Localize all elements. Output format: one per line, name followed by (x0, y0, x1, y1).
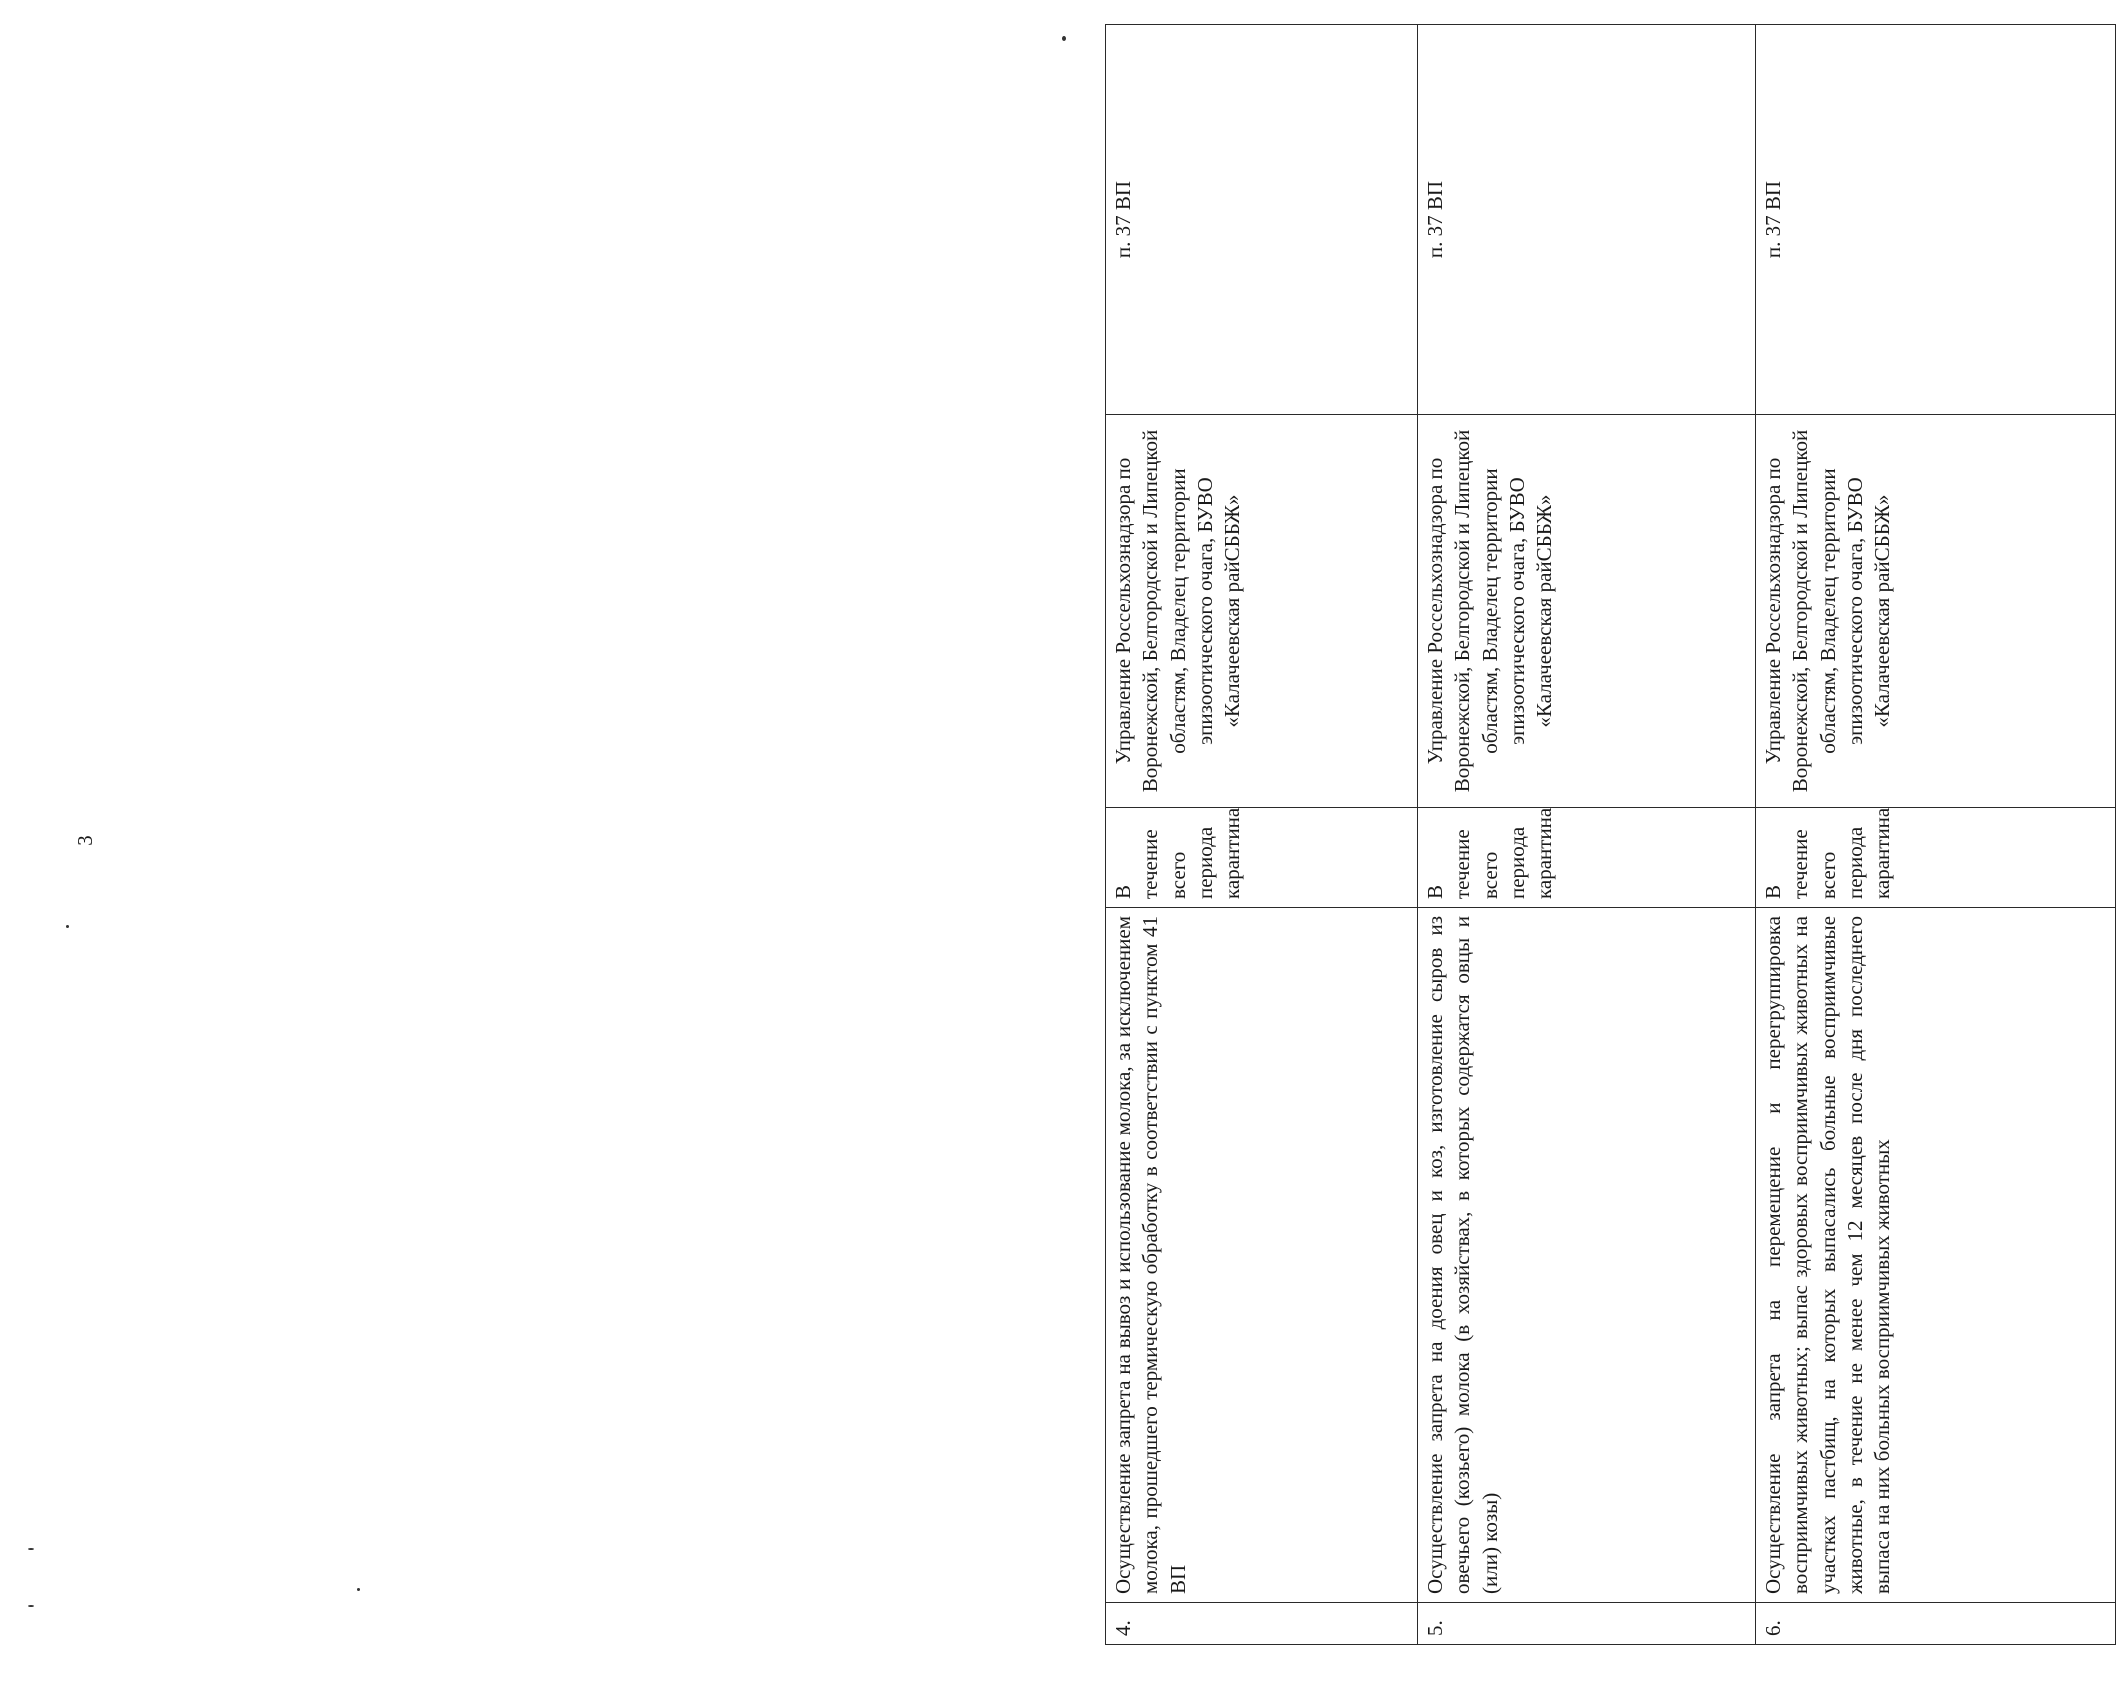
scan-speck (1062, 36, 1066, 41)
scan-speck (357, 1588, 360, 1591)
row-number: 6. (1756, 1603, 2116, 1645)
table-row (1106, 25, 1418, 1645)
measures-table (1105, 24, 2116, 1645)
scan-speck (28, 1605, 34, 1607)
row-number: 4. (1106, 1603, 1418, 1645)
rotated-table-wrapper (1105, 25, 2115, 1645)
term-text: В течение всего периода карантина (1418, 808, 1756, 908)
page-number: 3 (72, 835, 97, 846)
responsible-text: Управление Россельхознадзора по Воронежской, Белгородской и Липецкой областям, Владелец территории эпизоотического очага, БУВО «Калачеевская райСББЖ» (1106, 415, 1418, 808)
scan-speck (28, 1548, 34, 1550)
basis-text: п. 37 ВП (1756, 25, 2116, 415)
term-text: В течение всего периода карантина (1756, 808, 2116, 908)
responsible-text: Управление Россельхознадзора по Воронежской, Белгородской и Липецкой областям, Владелец территории эпизоотического очага, БУВО «Калачеевская райСББЖ» (1756, 415, 2116, 808)
scan-speck (66, 925, 69, 928)
basis-text: п. 37 ВП (1106, 25, 1418, 415)
basis-text: п. 37 ВП (1418, 25, 1756, 415)
row-number: 5. (1418, 1603, 1756, 1645)
measure-text: Осуществление запрета на доения овец и коз, изготовление сыров из овечьего (козьего) молока (в хозяйствах, в которых содержатся овцы и (или) козы) (1418, 908, 1756, 1603)
table-row (1756, 25, 2116, 1645)
term-text: В течение всего периода карантина (1106, 808, 1418, 908)
responsible-text: Управление Россельхознадзора по Воронежской, Белгородской и Липецкой областям, Владелец территории эпизоотического очага, БУВО «Калачеевская райСББЖ» (1418, 415, 1756, 808)
measure-text: Осуществление запрета на вывоз и использование молока, за исключением молока, прошедшего термическую обработку в соответствии с пунктом 41 ВП (1106, 908, 1418, 1603)
table-row (1418, 25, 1756, 1645)
measure-text: Осуществление запрета на перемещение и перегруппировка восприимчивых животных; выпас здоровых восприимчивых животных на участках пастбищ, на которых выпасались больные восприимчивые животные, в течение не менее чем 12 месяцев после дня последнего выпаса на них больных восприимчивых животных (1756, 908, 2116, 1603)
